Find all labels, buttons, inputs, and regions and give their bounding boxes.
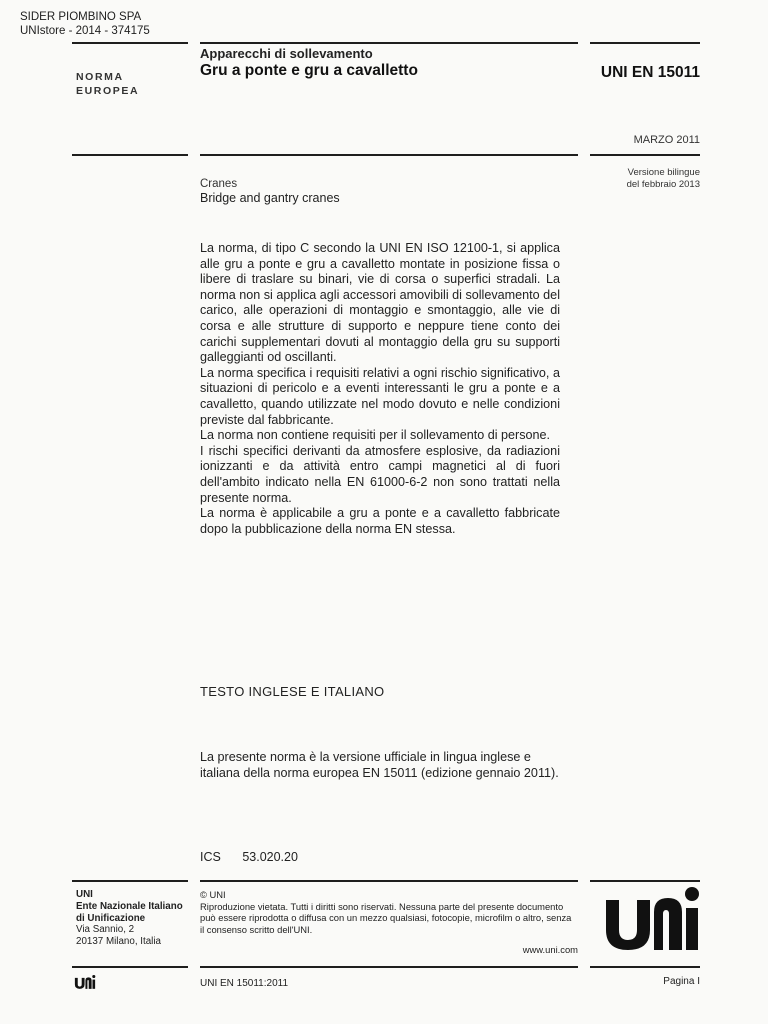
abstract-paragraph: La norma non contiene requisiti per il sollevamento di persone. xyxy=(200,428,551,443)
abstract xyxy=(200,241,560,537)
abstract-paragraph: La norma specifica i requisiti relativi a ogni rischio significativo, a situazioni di pericolo e a eventi interessanti le gru a ponte e a cavalletto, quando utilizzate nel modo dovuto e nelle condizioni previste dal fabbricante. xyxy=(200,365,560,427)
publication-date: MARZO 2011 xyxy=(633,134,700,146)
website-link[interactable]: www.uni.com xyxy=(522,944,578,955)
footer-standard-code: UNI EN 15011:2011 xyxy=(200,978,289,989)
uni-logo-icon xyxy=(602,884,702,959)
document-title: Gru a ponte e gru a cavalletto xyxy=(200,62,418,79)
ics-classification xyxy=(200,850,316,864)
official-version-note: La presente norma è la versione ufficiale in lingua inglese e italiana della norma europea EN 15011 (edizione gennaio 2011). xyxy=(200,750,559,780)
uni-small-logo-icon xyxy=(74,974,96,995)
ics-value: 53.020.20 xyxy=(242,850,298,864)
page-number: Pagina I xyxy=(663,976,700,987)
second-rule-left xyxy=(72,154,188,156)
bottom-rule-left xyxy=(72,880,188,882)
copyright-mark: © UNI xyxy=(200,889,226,900)
document-subject: Apparecchi di sollevamento xyxy=(200,46,373,61)
bottom-rule-right xyxy=(590,880,700,882)
footer-rule-left xyxy=(72,966,188,968)
language-heading: TESTO INGLESE E ITALIANO xyxy=(200,684,385,699)
bottom-rule-middle xyxy=(200,880,578,882)
abstract-paragraph: I rischi specifici derivanti da atmosfere esplosive, da radiazioni ionizzanti e da attività entro campi magnetici al di fuori dell'ambito indicato nella EN 61000-6-2 non sono trattati nella presente norma. xyxy=(200,443,560,505)
footer-rule-right xyxy=(590,966,700,968)
uni-name: UNI xyxy=(76,889,93,900)
version-note: Versione bilingue del febbraio 2013 xyxy=(626,167,700,190)
footer-rule-middle xyxy=(200,966,578,968)
stamp-company: SIDER PIOMBINO SPA xyxy=(20,11,142,23)
store-stamp xyxy=(20,10,150,38)
ics-label: ICS xyxy=(200,850,221,864)
copyright-notice xyxy=(200,889,578,935)
top-rule-middle xyxy=(200,42,578,44)
abstract-paragraph: La norma, di tipo C secondo la UNI EN ISO 12100-1, si applica alle gru a ponte e gru a cavalletto montate in posizione fissa o libere di traslare su binari, vie di corsa o superfici stradali. La norma non si applica agli accessori amovibili di sollevamento del carico, alle operazioni di montaggio e smontaggio, alle vie di corsa e alle strutture di supporto e neppure tiene conto dei carichi supplementari dovuti al montaggio della gru su supporti galleggianti od oscillanti. xyxy=(200,241,560,365)
second-rule-right xyxy=(590,154,700,156)
english-title: Bridge and gantry cranes xyxy=(200,191,340,205)
abstract-paragraph: La norma è applicabile a gru a ponte e a cavalletto fabbricate dopo la pubblicazione della norma EN stessa. xyxy=(200,506,560,536)
top-rule-left xyxy=(72,42,188,44)
english-title-small: Cranes xyxy=(200,178,238,190)
top-rule-right xyxy=(590,42,700,44)
second-rule-middle xyxy=(200,154,578,156)
standard-code: UNI EN 15011 xyxy=(600,64,700,81)
uni-address: UNI Ente Nazionale Italiano di Unificazione Via Sannio, 2 20137 Milano, Italia xyxy=(76,889,183,948)
stamp-store: UNIstore - 2014 - 374175 xyxy=(20,25,150,37)
copyright-text: Riproduzione vietata. Tutti i diritti sono riservati. Nessuna parte del presente documento può essere riprodotta o diffusa con un mezzo qualsiasi, fotocopie, microfilm o altro, senza il consenso scritto dell'UNI. xyxy=(200,900,572,935)
norma-europea-label: NORMA EUROPEA xyxy=(76,71,140,97)
